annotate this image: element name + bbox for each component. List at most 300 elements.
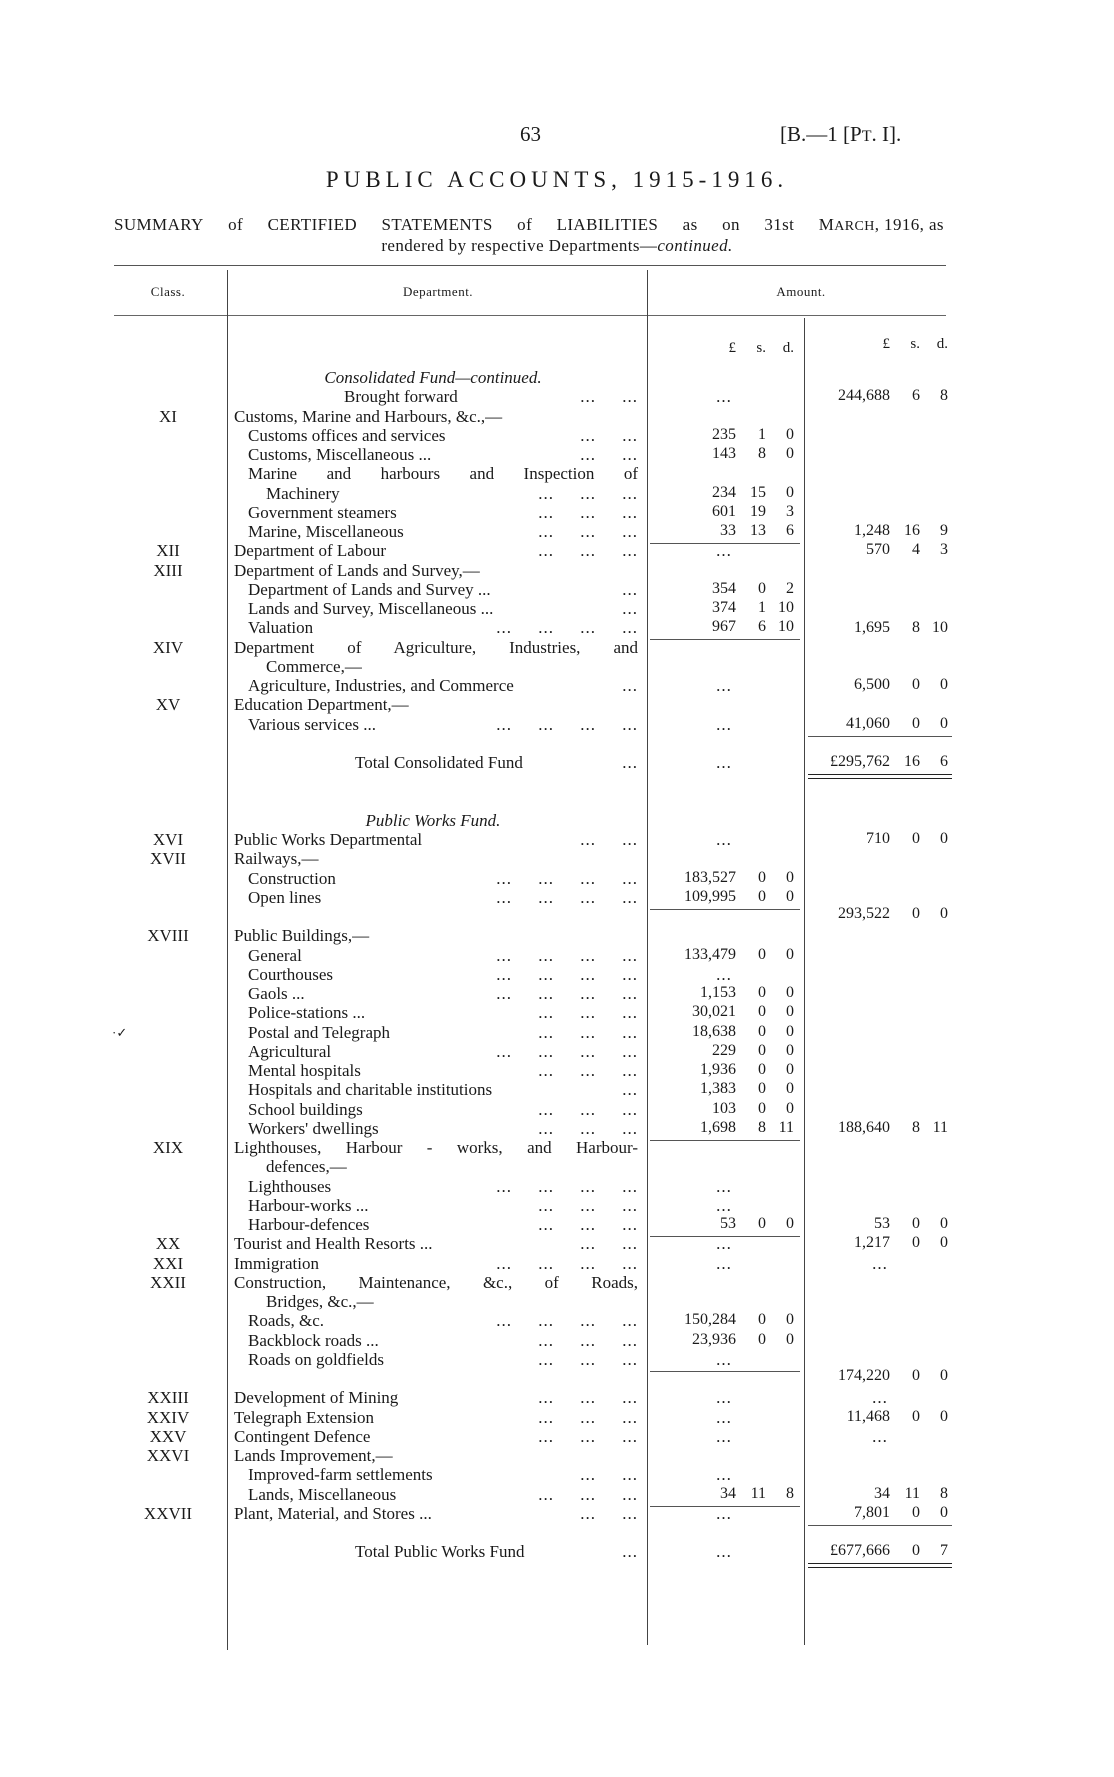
amount-pence: 0 xyxy=(786,1080,794,1098)
table-row xyxy=(0,561,1114,580)
table-row xyxy=(0,1003,1114,1022)
leader-dots: ... ... ... xyxy=(538,1388,638,1408)
department-label xyxy=(248,1485,638,1504)
amount-shillings: 0 xyxy=(912,905,920,922)
sub-amount-blank: ... xyxy=(716,1426,732,1446)
amount-pence: 0 xyxy=(940,1215,948,1233)
table-row xyxy=(0,965,1114,984)
sub-amount xyxy=(648,946,800,965)
amount xyxy=(806,387,954,406)
amount-shillings: 0 xyxy=(758,868,766,886)
amount-shillings: 0 xyxy=(912,676,920,693)
amount-pounds: 1,217 xyxy=(854,1234,890,1252)
department-label xyxy=(248,618,638,637)
column-header-class: Class. xyxy=(150,284,186,299)
sub-amount-blank: ... xyxy=(716,676,732,695)
department-label xyxy=(248,965,638,984)
amount-pence: 0 xyxy=(786,868,794,886)
department-label xyxy=(248,676,638,695)
sub-amount-blank: ... xyxy=(716,387,732,407)
sub-amount-blank: ... xyxy=(716,964,732,984)
leader-dots: ... xyxy=(622,676,638,695)
sub-amount xyxy=(648,1061,800,1080)
class-numeral: XXIII xyxy=(147,1388,189,1408)
leader-dots: ... ... xyxy=(580,387,638,407)
amount-shillings: 6 xyxy=(758,618,766,636)
amount-pounds: 18,638 xyxy=(692,1022,736,1040)
class-numeral: XVI xyxy=(152,830,184,849)
amount-pence: 8 xyxy=(940,1484,948,1502)
amount-shillings: 0 xyxy=(758,1099,766,1117)
column-header-amount: Amount. xyxy=(776,284,826,299)
amount-pence: 0 xyxy=(940,676,948,693)
subtitle-word: as xyxy=(682,215,698,234)
amount-pence: 0 xyxy=(786,1311,794,1329)
sub-amount-blank: ... xyxy=(716,1388,732,1408)
class-numeral: XVIII xyxy=(147,926,189,946)
department-label xyxy=(248,445,638,464)
leader-dots: ... ... ... xyxy=(538,1407,638,1427)
leader-dots: ... ... ... xyxy=(538,502,638,522)
department-label xyxy=(248,1119,638,1138)
amount-pounds: 229 xyxy=(712,1041,736,1059)
label-text: Government steamers xyxy=(248,502,397,522)
leader-dots: ... ... ... xyxy=(538,1215,638,1234)
amount-shillings: 0 xyxy=(912,1367,920,1384)
subtitle-word: of xyxy=(228,215,244,234)
department-label xyxy=(248,522,638,541)
sub-amount xyxy=(648,580,800,599)
class-numeral: XXII xyxy=(150,1272,186,1292)
amount xyxy=(806,1367,954,1386)
department-label xyxy=(248,1080,638,1099)
amount-shillings: 0 xyxy=(912,714,920,732)
department-label: Department of Lands and Survey,— xyxy=(234,560,480,580)
amount xyxy=(806,676,954,695)
leader-dots: ... ... ... xyxy=(538,1349,638,1369)
amount-pounds: 150,284 xyxy=(684,1311,736,1329)
column-1-units xyxy=(648,340,800,359)
pound-unit: £ xyxy=(882,336,890,352)
amount-pence: 0 xyxy=(786,1003,794,1021)
label-text: Gaols ... xyxy=(248,984,305,1003)
sub-amount xyxy=(648,869,800,888)
table-row xyxy=(0,445,1114,464)
amount-pence: 3 xyxy=(786,502,794,520)
subtotal-amount xyxy=(806,619,954,638)
sub-amount-blank: ... xyxy=(716,1349,732,1369)
section-heading xyxy=(0,368,1114,387)
label-text: Mental hospitals xyxy=(248,1061,361,1080)
department-label xyxy=(248,1177,638,1196)
amount-pence: 0 xyxy=(786,1099,794,1117)
department-label: Bridges, &c.,— xyxy=(266,1292,374,1311)
leader-dots: ... ... ... xyxy=(538,1426,638,1446)
amount-pounds: 710 xyxy=(866,830,890,847)
amount-pence: 6 xyxy=(940,753,948,770)
leader-dots: ... ... ... ... xyxy=(496,945,638,965)
amount-pence: 11 xyxy=(778,1118,794,1136)
sub-amount-blank: ... xyxy=(716,1503,732,1523)
shilling-unit: s. xyxy=(910,336,920,352)
department-label xyxy=(248,1042,638,1061)
amount-shillings: 6 xyxy=(912,387,920,405)
subtitle-word: STATEMENTS xyxy=(381,215,493,234)
department-label xyxy=(248,503,638,522)
department-label xyxy=(248,715,638,734)
subtitle-word: 31st xyxy=(764,215,795,234)
sub-amount xyxy=(648,1215,800,1234)
amount-shillings: 8 xyxy=(758,1118,766,1136)
sub-amount xyxy=(648,618,800,637)
subtitle-word: on xyxy=(722,215,740,234)
leader-dots: ... ... xyxy=(580,830,638,849)
amount-pounds: 11,468 xyxy=(846,1407,890,1425)
table-row xyxy=(0,1100,1114,1119)
subtitle-line-2 xyxy=(0,236,1114,256)
subtitle-line-2-text: rendered by respective Departments— xyxy=(381,236,658,255)
table-row xyxy=(0,580,1114,599)
label-text: Backblock roads ... xyxy=(248,1330,379,1350)
amount-shillings: 0 xyxy=(758,1311,766,1329)
leader-dots: ... ... xyxy=(580,445,638,464)
amount-pounds: £295,762 xyxy=(830,753,890,770)
label-text: Lands, Miscellaneous xyxy=(248,1484,397,1504)
document-reference xyxy=(780,122,901,147)
amount-pence: 11 xyxy=(932,1119,948,1136)
amount xyxy=(806,1504,954,1523)
label-text: Immigration xyxy=(234,1253,319,1273)
amount-pounds: 133,479 xyxy=(684,945,736,963)
table-row xyxy=(0,695,1114,714)
department-label xyxy=(266,484,638,503)
table-row xyxy=(0,1138,1114,1157)
leader-dots: ... ... ... xyxy=(538,1330,638,1350)
amount-pounds: 53 xyxy=(874,1215,890,1233)
subtitle-line-1 xyxy=(114,215,944,235)
amount-pounds: 34 xyxy=(874,1484,890,1502)
label-text: Telegraph Extension xyxy=(234,1407,374,1427)
sub-amount-blank: ... xyxy=(716,830,732,849)
department-label xyxy=(248,1100,638,1119)
department-label: defences,— xyxy=(266,1157,347,1177)
table-row xyxy=(0,1157,1114,1176)
table-row xyxy=(0,484,1114,503)
amount xyxy=(806,541,954,560)
section-heading xyxy=(0,811,1114,830)
pence-unit: d. xyxy=(936,336,948,352)
department-label xyxy=(234,1388,638,1407)
label-text: Machinery xyxy=(266,483,340,503)
leader-dots: ... ... ... ... xyxy=(496,964,638,984)
leader-dots: ... ... ... ... xyxy=(496,1176,638,1196)
leader-dots: ... ... xyxy=(580,1234,638,1254)
amount-pence: 0 xyxy=(786,445,794,462)
department-label xyxy=(234,541,638,560)
sub-amount xyxy=(648,1003,800,1022)
sub-amount-blank: ... xyxy=(716,1465,732,1485)
department-label xyxy=(234,1234,638,1253)
amount xyxy=(806,830,954,849)
amount-shillings: 0 xyxy=(758,1003,766,1021)
amount-pounds: 53 xyxy=(720,1215,736,1232)
amount-pence: 8 xyxy=(940,387,948,405)
label-text: General xyxy=(248,945,302,965)
table-row xyxy=(0,638,1114,657)
month-small-caps: ARCH xyxy=(834,219,875,234)
amount-shillings: 11 xyxy=(904,1484,920,1502)
label-text: Harbour-defences xyxy=(248,1215,370,1234)
amount-pounds: 103 xyxy=(712,1099,736,1117)
department-label: Customs, Marine and Harbours, &c.,— xyxy=(234,406,503,426)
amount-shillings: 0 xyxy=(758,1061,766,1078)
department-label: Public Buildings,— xyxy=(234,926,370,946)
label-text: Agricultural xyxy=(248,1041,332,1061)
label-text: Plant, Material, and Stores ... xyxy=(234,1503,432,1523)
table-row xyxy=(0,599,1114,618)
amount-pence: 0 xyxy=(940,1407,948,1425)
table-row xyxy=(0,926,1114,945)
table-row xyxy=(0,1080,1114,1099)
sub-amount xyxy=(648,1311,800,1330)
department-label xyxy=(248,1023,638,1042)
label-text: Police-stations ... xyxy=(248,1003,366,1023)
class-numeral: XV xyxy=(155,695,181,715)
amount-pounds: 34 xyxy=(720,1484,736,1502)
department-label xyxy=(248,580,638,599)
leader-dots: ... ... ... xyxy=(538,522,638,541)
label-text: Agriculture, Industries, and Commerce xyxy=(248,676,514,695)
label-text: Valuation xyxy=(248,618,314,638)
amount-pence: 6 xyxy=(786,522,794,539)
leader-dots: ... xyxy=(622,599,638,618)
label-text: Customs, Miscellaneous ... xyxy=(248,445,432,464)
amount-pence: 0 xyxy=(940,714,948,732)
amount-pence: 10 xyxy=(778,599,794,616)
total-label xyxy=(228,753,638,772)
department-label xyxy=(248,1350,638,1369)
amount-shillings: 0 xyxy=(758,984,766,1001)
table-row xyxy=(0,1311,1114,1330)
sub-amount-blank: ... xyxy=(716,1253,732,1273)
sub-amount-blank: ... xyxy=(716,1542,732,1562)
table-row xyxy=(0,1273,1114,1292)
reference-prefix: [B.—1 [P xyxy=(780,122,862,146)
amount-pence: 0 xyxy=(786,887,794,905)
class-numeral: XII xyxy=(156,541,180,561)
subtitle-word: of xyxy=(517,215,533,234)
section-title: Consolidated Fund—continued. xyxy=(324,368,542,387)
table-row xyxy=(0,407,1114,426)
sub-amount xyxy=(648,1485,800,1504)
table-row xyxy=(0,1042,1114,1061)
sub-amount xyxy=(648,888,800,907)
table-row xyxy=(0,657,1114,676)
amount-shillings: 0 xyxy=(912,1503,920,1521)
department-label xyxy=(248,1196,638,1215)
department-label xyxy=(248,984,638,1003)
amount-shillings: 0 xyxy=(758,1041,766,1059)
amount-pounds: 1,153 xyxy=(700,984,736,1001)
amount-pounds: £677,666 xyxy=(830,1542,890,1560)
total-text: Total Public Works Fund xyxy=(355,1542,525,1562)
total-label xyxy=(228,1542,638,1561)
department-label xyxy=(248,888,638,907)
class-numeral: XVII xyxy=(150,849,186,869)
amount-pounds: 1,383 xyxy=(700,1080,736,1098)
leader-dots: ... ... ... ... xyxy=(496,1311,638,1331)
amount-pounds: 109,995 xyxy=(684,887,736,905)
amount-shillings: 0 xyxy=(912,1234,920,1252)
amount-pence: 2 xyxy=(786,579,794,597)
amount-pounds: 41,060 xyxy=(846,714,890,732)
amount-pounds: 293,522 xyxy=(838,905,890,922)
amount-pence: 0 xyxy=(786,1330,794,1348)
amount-pence: 0 xyxy=(786,1022,794,1040)
department-label xyxy=(234,387,638,406)
column-header-department: Department. xyxy=(402,284,474,299)
amount-pence: 0 xyxy=(940,1234,948,1252)
amount-pounds: 1,695 xyxy=(854,618,890,636)
table-row xyxy=(0,503,1114,522)
class-numeral: XIV xyxy=(152,637,184,657)
amount-shillings: 16 xyxy=(904,753,920,770)
amount-shillings: 13 xyxy=(750,522,766,539)
amount-pence: 0 xyxy=(786,483,794,501)
label-text: Lands and Survey, Miscellaneous ... xyxy=(248,599,494,618)
leader-dots: ... ... xyxy=(580,1465,638,1485)
amount-pounds: 188,640 xyxy=(838,1119,890,1136)
label-text: Hospitals and charitable institutions xyxy=(248,1080,493,1100)
amount-shillings: 16 xyxy=(904,522,920,540)
subtotal-amount xyxy=(806,1119,954,1138)
label-text: School buildings xyxy=(248,1099,363,1119)
leader-dots: ... ... ... xyxy=(538,1061,638,1080)
amount-pounds: 234 xyxy=(712,483,736,501)
label-text: Postal and Telegraph xyxy=(248,1022,391,1042)
leader-dots: ... ... ... ... xyxy=(496,618,638,638)
department-label xyxy=(248,946,638,965)
label-text: Improved-farm settlements xyxy=(248,1465,433,1485)
amount-shillings: 0 xyxy=(758,887,766,905)
amount-pence: 0 xyxy=(786,984,794,1001)
amount-pounds: 143 xyxy=(712,445,736,462)
amount-pounds: 374 xyxy=(712,599,736,616)
label-text: Various services ... xyxy=(248,714,376,734)
amount-pounds: 1,698 xyxy=(700,1118,736,1136)
department-label: Department of Agriculture, Industries, and xyxy=(234,637,638,657)
amount-pence: 10 xyxy=(932,618,948,636)
sub-amount xyxy=(648,1080,800,1099)
amount-pounds: 174,220 xyxy=(838,1367,890,1384)
amount-pounds: 23,936 xyxy=(692,1330,736,1348)
label-text: Tourist and Health Resorts ... xyxy=(234,1234,433,1254)
sub-amount xyxy=(648,503,800,522)
subtitle-word: LIABILITIES xyxy=(556,215,659,234)
reference-suffix: . I]. xyxy=(871,122,902,146)
department-label xyxy=(248,1465,638,1484)
table-row xyxy=(0,1023,1114,1042)
leader-dots: ... xyxy=(622,1080,638,1100)
table-row xyxy=(0,869,1114,888)
table-row xyxy=(0,1446,1114,1465)
amount-blank: ... xyxy=(872,1253,888,1273)
year-text: , 1916, as xyxy=(874,215,944,234)
department-label xyxy=(248,599,638,618)
class-numeral: XIII xyxy=(153,560,183,580)
label-text: Customs offices and services xyxy=(248,425,446,445)
sub-amount xyxy=(648,984,800,1003)
double-rule xyxy=(808,774,952,779)
leader-dots: ... ... ... ... xyxy=(496,868,638,888)
table-row xyxy=(0,1292,1114,1311)
amount-blank: ... xyxy=(872,1426,888,1446)
amount-pounds: 967 xyxy=(712,618,736,636)
amount-pence: 0 xyxy=(786,425,794,443)
amount-pence: 0 xyxy=(786,945,794,963)
department-label xyxy=(248,1215,638,1234)
amount-shillings: 8 xyxy=(912,1119,920,1136)
department-label xyxy=(248,869,638,888)
table-row xyxy=(0,1331,1114,1350)
amount-pounds: 6,500 xyxy=(854,676,890,693)
department-label xyxy=(234,830,638,849)
class-numeral: XI xyxy=(159,406,177,426)
department-label xyxy=(234,1408,638,1427)
amount-pounds: 183,527 xyxy=(684,868,736,886)
table-row xyxy=(0,1061,1114,1080)
leader-dots: ... ... ... ... xyxy=(496,1253,638,1273)
amount-pence: 3 xyxy=(940,541,948,559)
amount-shillings: 0 xyxy=(912,1407,920,1425)
amount-shillings: 19 xyxy=(750,502,766,520)
sub-amount-blank: ... xyxy=(716,541,732,561)
leader-dots: ... xyxy=(622,1542,638,1562)
header-bottom-rule xyxy=(114,315,946,316)
leader-dots: ... ... ... ... xyxy=(496,1041,638,1061)
leader-dots: ... ... ... xyxy=(538,1099,638,1119)
sub-amount-blank: ... xyxy=(716,1195,732,1215)
leader-dots: ... ... ... xyxy=(538,483,638,503)
amount-pence: 0 xyxy=(940,905,948,922)
sub-amount xyxy=(648,1023,800,1042)
label-text: Development of Mining xyxy=(234,1388,399,1408)
amount-pounds: 33 xyxy=(720,522,736,539)
leader-dots: ... ... ... ... xyxy=(496,887,638,907)
sum-rule xyxy=(808,736,952,737)
amount-pounds: 601 xyxy=(712,502,736,520)
department-label xyxy=(248,1003,638,1022)
label-text: Construction xyxy=(248,868,336,888)
department-label: Railways,— xyxy=(234,849,319,869)
amount-shillings: 0 xyxy=(758,1022,766,1040)
label-text: Lighthouses xyxy=(248,1176,332,1196)
department-label xyxy=(248,1311,638,1330)
department-label: Lands Improvement,— xyxy=(234,1446,393,1465)
amount-shillings: 8 xyxy=(758,445,766,462)
sub-amount-blank: ... xyxy=(716,1407,732,1427)
sub-amount xyxy=(648,1119,800,1138)
sub-amount xyxy=(648,484,800,503)
month-initial: M xyxy=(818,215,835,234)
section-title: Public Works Fund. xyxy=(365,810,501,830)
amount-shillings: 15 xyxy=(750,483,766,501)
label-text: Brought forward xyxy=(344,387,458,407)
label-text: Marine, Miscellaneous xyxy=(248,522,404,541)
leader-dots: ... ... ... xyxy=(538,1195,638,1215)
amount-blank: ... xyxy=(872,1388,888,1408)
column-2-units xyxy=(806,336,954,355)
